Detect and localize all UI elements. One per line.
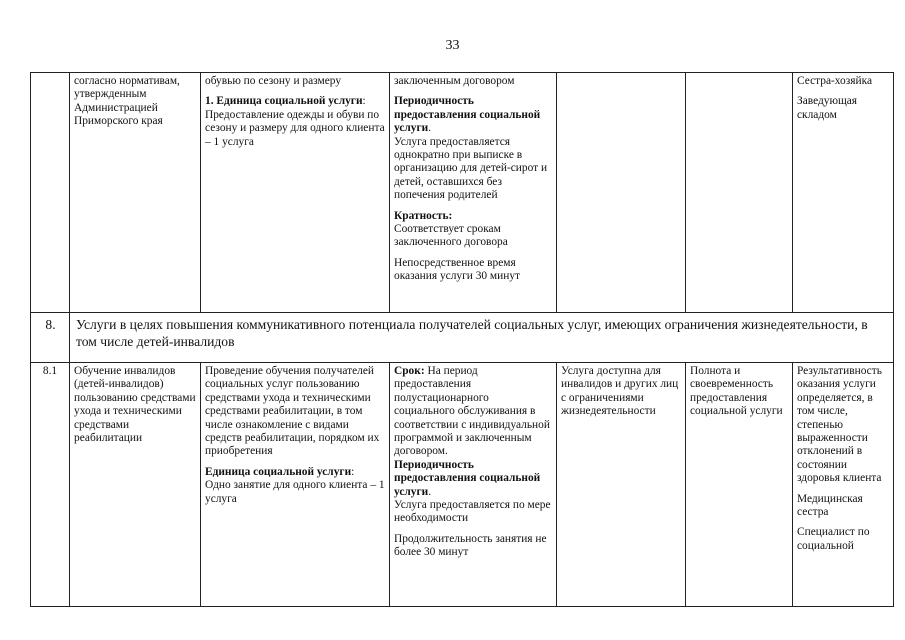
responsible-cell <box>793 363 894 607</box>
page-number: 33 <box>445 38 460 53</box>
unit-heading: 1. Единица социальной услуги <box>205 95 363 108</box>
row-number: 8.1 <box>31 363 70 607</box>
unit-heading: Единица социальной услуги <box>205 465 352 478</box>
row-number <box>31 73 70 313</box>
multiplicity-text: Соответствует срокам заключенного договора <box>394 223 508 249</box>
services-table <box>30 72 894 607</box>
periodicity-heading: Периодичность предоставления социальной услуги <box>394 458 541 498</box>
service-content-cell <box>201 73 390 313</box>
multiplicity-block <box>394 210 552 250</box>
service-content: Проведение обучения получателей социальных услуг пользованию средствами ухода и техническими средствами реабилитации, в том числе ознакомление с видами средств реабилитации, порядком их приобретения <box>205 365 380 458</box>
quality-cell <box>686 73 793 313</box>
terms-cell <box>390 363 557 607</box>
terms-cell <box>390 73 557 313</box>
unit-text: Одно занятие для одного клиента – 1 услуга <box>205 479 385 505</box>
service-name: согласно нормативам, утвержденным Администрацией Приморского края <box>74 75 180 128</box>
table-row <box>31 73 894 313</box>
section-row <box>31 313 894 363</box>
periodicity-heading: Периодичность предоставления социальной услуги <box>394 95 541 135</box>
responsible-2: Заведующая складом <box>797 95 858 121</box>
availability-cell <box>557 73 686 313</box>
periodicity-block: Периодичность предоставления социальной услуги. Услуга предоставляется однократно при выписке в организацию для детей-сирот и детей, оставшихся без попечения родителей <box>394 95 548 202</box>
service-content: обувью по сезону и размеру <box>205 75 342 87</box>
responsible-1: Сестра-хозяйка <box>797 75 873 87</box>
periodicity-text: Услуга предоставляется по мере необходимости <box>394 499 551 525</box>
responsible-2: Специалист по социальной <box>797 526 870 552</box>
duration-text: Продолжительность занятия не более 30 минут <box>394 532 547 559</box>
responsible-1: Медицинская сестра <box>797 492 863 519</box>
table-row <box>31 363 894 607</box>
section-number: 8. <box>31 313 70 363</box>
service-name-cell <box>70 73 201 313</box>
quality-cell: Полнота и своевременность предоставления социальной услуги <box>686 363 793 607</box>
unit-block: Единица социальной услуги: Одно занятие для одного клиента – 1 услуга <box>205 465 385 505</box>
multiplicity-heading: Кратность: <box>394 209 453 222</box>
periodicity-block: Периодичность предоставления социальной услуги. Услуга предоставляется по мере необходимости <box>394 458 551 525</box>
periodicity-text: Услуга предоставляется однократно при выписке в организацию для детей-сирот и детей, оставшихся без попечения родителей <box>394 135 548 202</box>
term-text: На период предоставления полустационарного социального обслуживания в соответствии с индивидуальной программой и заключенным договором. <box>394 365 550 458</box>
term-heading: Срок: <box>394 365 425 377</box>
unit-text: Предоставление одежды и обуви по сезону и размеру для одного клиента – 1 услуга <box>205 108 385 148</box>
terms-first: заключенным договором <box>394 75 515 87</box>
duration-text: Непосредственное время оказания услуги 30 минут <box>394 256 521 283</box>
section-title: Услуги в целях повышения коммуникативного потенциала получателей социальных услуг, имеющих ограничения жизнедеятельности, в том числе детей-инвалидов <box>70 313 894 363</box>
service-content-cell <box>201 363 390 607</box>
service-name-cell <box>70 363 201 607</box>
responsible-cell <box>793 73 894 313</box>
availability-cell: Услуга доступна для инвалидов и других лиц с ограничениями жизнедеятельности <box>557 363 686 607</box>
service-name: Обучение инвалидов (детей-инвалидов) пользованию средствами ухода и техническими средствами реабилитации <box>74 365 196 445</box>
unit-block: 1. Единица социальной услуги: Предоставление одежды и обуви по сезону и размеру для одного клиента – 1 услуга <box>205 95 385 148</box>
result-text: Результативность оказания услуги определяется, в том числе, степенью выраженности отклонений в состоянии здоровья клиента <box>797 365 882 485</box>
term-block <box>394 365 552 459</box>
